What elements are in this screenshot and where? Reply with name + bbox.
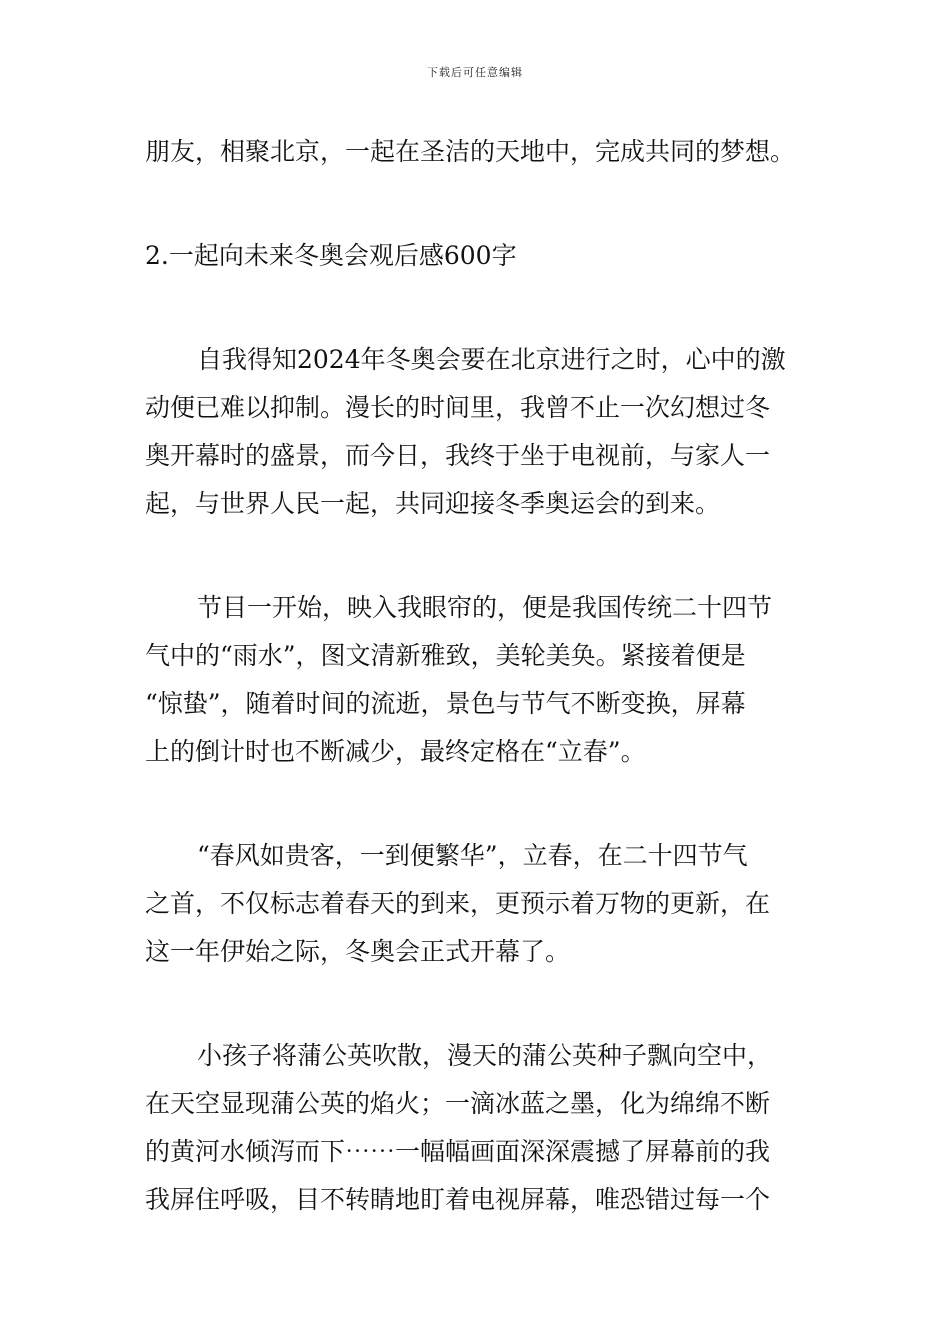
paragraph-line: 在天空显现蒲公英的焰火；一滴冰蓝之墨，化为绵绵不断 xyxy=(145,1089,771,1118)
paragraph-spacer xyxy=(145,176,807,232)
paragraph-line: 的黄河水倾泻而下⋯⋯一幅幅画面深深震撼了屏幕前的我 xyxy=(145,1137,771,1166)
paragraph-line: 自我得知2024年冬奥会要在北京进行之时，心中的激 xyxy=(197,345,786,374)
paragraph-line: 小孩子将蒲公英吹散，漫天的蒲公英种子飘向空中， xyxy=(197,1041,773,1070)
paragraph xyxy=(145,584,807,776)
paragraph-line: 奥开幕时的盛景，而今日，我终于坐于电视前，与家人一 xyxy=(145,441,771,470)
paragraph xyxy=(145,1032,807,1224)
paragraph-line: “惊蛰”，随着时间的流逝，景色与节气不断变换，屏幕 xyxy=(145,689,746,718)
paragraph-line: 动便已难以抑制。漫长的时间里，我曾不止一次幻想过冬 xyxy=(145,393,771,422)
paragraph-line: “春风如贵客，一到便繁华”，立春，在二十四节气 xyxy=(197,841,748,870)
paragraph-line: 节目一开始，映入我眼帘的，便是我国传统二十四节 xyxy=(197,593,773,622)
paragraph-line: 朋友，相聚北京，一起在圣洁的天地中，完成共同的梦想。 xyxy=(145,137,796,166)
paragraph xyxy=(145,832,807,976)
paragraph-spacer xyxy=(145,528,807,584)
page-header: 下载后可任意编辑 xyxy=(427,66,523,79)
paragraph-line: 我屏住呼吸，目不转睛地盯着电视屏幕，唯恐错过每一个 xyxy=(145,1185,771,1214)
paragraph-spacer xyxy=(145,776,807,832)
paragraph-spacer xyxy=(145,976,807,1032)
paragraph-line: 气中的“雨水”，图文清新雅致，美轮美奂。紧接着便是 xyxy=(145,641,746,670)
paragraph-line: 上的倒计时也不断减少，最终定格在“立春”。 xyxy=(145,737,646,766)
paragraph-line: 之首，不仅标志着春天的到来，更预示着万物的更新，在 xyxy=(145,889,771,918)
paragraph-line: 起，与世界人民一起，共同迎接冬季奥运会的到来。 xyxy=(145,489,721,518)
paragraph xyxy=(145,336,807,528)
paragraph-spacer xyxy=(145,280,807,336)
section-heading: 2.一起向未来冬奥会观后感600字 xyxy=(145,241,517,270)
paragraph-line: 这一年伊始之际，冬奥会正式开幕了。 xyxy=(145,937,571,966)
document-body xyxy=(145,128,807,1224)
